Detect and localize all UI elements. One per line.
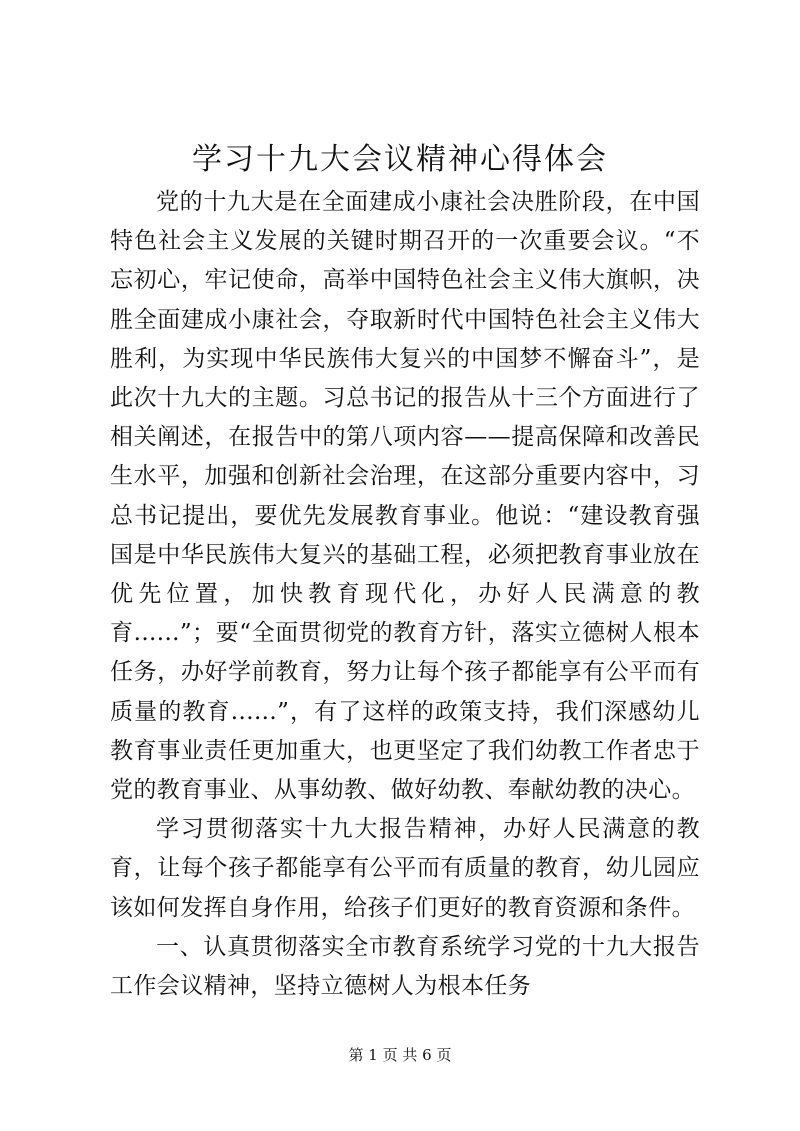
document-title: 学习十九大会议精神心得体会 [192, 142, 608, 177]
paragraph-2: 学习贯彻落实十九大报告精神，办好人民满意的教育，让每个孩子都能享有公平而有质量的教育，幼儿园应该如何发挥自身作用，给孩子们更好的教育资源和条件。 [110, 816, 700, 921]
document-body [110, 183, 700, 1006]
page-footer: 第 1 页 共 6 页 [348, 1046, 452, 1064]
paragraph-3: 一、认真贯彻落实全市教育系统学习党的十九大报告工作会议精神，坚持立德树人为根本任务 [110, 933, 700, 1000]
paragraph-1: 党的十九大是在全面建成小康社会决胜阶段，在中国特色社会主义发展的关键时期召开的一次重要会议。“不忘初心，牢记使命，高举中国特色社会主义伟大旗帜，决胜全面建成小康社会，夺取新时代中国特色社会主义伟大胜利，为实现中华民族伟大复兴的中国梦不懈奋斗”，是此次十九大的主题。习总书记的报告从十三个方面进行了相关阐述，在报告中的第八项内容——提高保障和改善民生水平，加强和创新社会治理，在这部分重要内容中，习总书记提出，要优先发展教育事业。他说：“建设教育强国是中华民族伟大复兴的基础工程，必须把教育事业放在优先位置，加快教育现代化，办好人民满意的教育......”；要“全面贯彻党的教育方针，落实立德树人根本任务，办好学前教育，努力让每个孩子都能享有公平而有质量的教育......”，有了这样的政策支持，我们深感幼儿教育事业责任更加重大，也更坚定了我们幼教工作者忠于党的教育事业、从事幼教、做好幼教、奉献幼教的决心。 [110, 189, 700, 804]
